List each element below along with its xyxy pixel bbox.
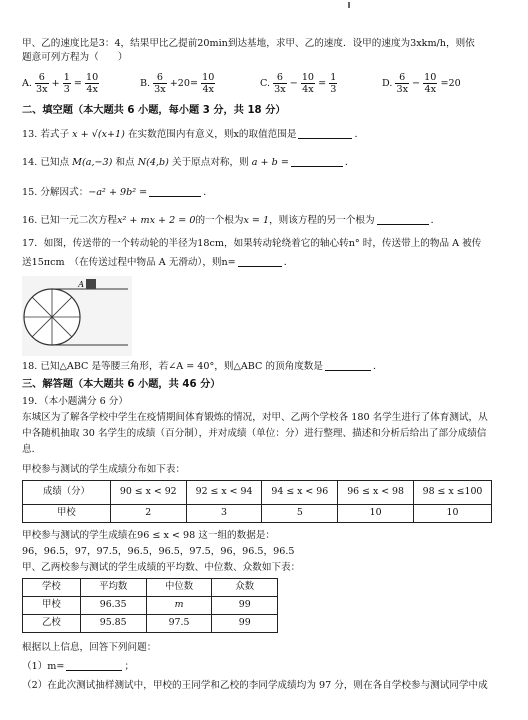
table-cell: 99	[212, 615, 278, 633]
q12-option-b[interactable]: B. $\frac{6}{3x}$ +20= $\frac{10}{4x}$	[140, 72, 215, 95]
table-header-row	[23, 579, 278, 597]
fraction: $\frac{1}{3}$	[63, 72, 70, 95]
item-a-box	[86, 279, 96, 289]
table-cell: 众数	[212, 579, 278, 597]
table-cell: 96.35	[80, 597, 146, 615]
table-cell: 90 ≤ x < 92	[110, 481, 186, 505]
table-cell: 甲校	[23, 505, 111, 523]
fraction: $\frac{6}{3x}$	[154, 72, 166, 95]
answer-blank[interactable]	[66, 660, 122, 671]
q12-option-c[interactable]: C. $\frac{6}{3x}$ − $\frac{10}{4x}$ = $\frac{1}{3}$	[260, 72, 337, 95]
q14: 14. 已知点 M(a,−3) 和点 N(4,b) 关于原点对称，则 a + b = ．	[22, 157, 355, 168]
q18: 18. 已知△ABC 是等腰三角形，若∠A = 40°，则△ABC 的顶角度数是 ．	[22, 361, 383, 372]
q19-sub1: （1）m= ；	[22, 661, 135, 672]
section-2-title: 二、填空题（本大题共 6 小题，每小题 3 分，共 18 分）	[22, 105, 286, 116]
scan-mark	[348, 2, 350, 8]
table1-caption: 甲校参与测试的学生成绩分布如下表：	[22, 464, 186, 475]
table-cell: 94 ≤ x < 96	[262, 481, 338, 505]
table-cell: 甲校	[23, 597, 81, 615]
answer-blank[interactable]	[377, 214, 429, 225]
table-cell: 99	[212, 597, 278, 615]
table-cell: 10	[413, 505, 491, 523]
q17-line1: 17．如图，传送带的一个转动轮的半径为18cm，如果转动轮绕着它的轴心转n° 时，传送带上的物品 A 被传	[22, 238, 482, 249]
fraction: $\frac{1}{3}$	[330, 72, 337, 95]
q12-option-d[interactable]: D. $\frac{6}{3x}$ − $\frac{10}{4x}$ =20	[382, 72, 461, 95]
q17-line2: 送15πcm （在传送过程中物品 A 无滑动），则n= ．	[22, 257, 294, 268]
q15: 15. 分解因式：−a² + 9b² = ．	[22, 187, 213, 198]
q19-intro-line2: 中各随机抽取 30 名学生的成绩（百分制），并对成绩（单位：分）进行整理、描述和分析后给出了部分成绩信	[22, 428, 487, 439]
table2-caption: 甲、乙两校参与测试的学生成绩的平均数、中位数、众数如下表：	[22, 562, 301, 573]
q12-stem-line2: 题意可列方程为（ ）	[22, 52, 128, 63]
table-cell: 5	[262, 505, 338, 523]
table-cell: 3	[186, 505, 262, 523]
section-3-title: 三、解答题（本大题共 6 小题，共 46 分）	[22, 379, 221, 390]
group-data: 96，96.5，97，97.5，96.5，96.5，97.5，96，96.5，96.5	[22, 546, 295, 557]
table-cell: 中位数	[146, 579, 212, 597]
group-caption: 甲校参与测试的学生成绩在96 ≤ x < 98 这一组的数据是：	[22, 530, 276, 541]
q16: 16. 已知一元二次方程x² + mx + 2 = 0的一个根为x = 1，则该方程的另一个根为 ．	[22, 215, 441, 226]
fraction: $\frac{6}{3x}$	[274, 72, 286, 95]
table-cell: 成绩（分）	[23, 481, 111, 505]
table-cell: 乙校	[23, 615, 81, 633]
answer-blank[interactable]	[291, 156, 343, 167]
table-cell: 92 ≤ x < 94	[186, 481, 262, 505]
fraction: $\frac{6}{3x}$	[396, 72, 408, 95]
table-cell: 98 ≤ x ≤100	[413, 481, 491, 505]
statistics-table	[22, 578, 278, 633]
fraction: $\frac{10}{4x}$	[424, 72, 437, 95]
table-row	[23, 505, 492, 523]
q19-sub2: （2）在此次测试抽样测试中，甲校的王同学和乙校的李同学成绩均为 97 分，则在各自学校参与测试同学中成	[22, 680, 488, 691]
answer-blank[interactable]	[298, 128, 352, 139]
answer-blank[interactable]	[325, 360, 371, 371]
q13: 13. 若式子 x + √(x+1) 在实数范围内有意义，则x的取值范围是 ．	[22, 129, 365, 140]
fraction: $\frac{6}{3x}$	[36, 72, 48, 95]
q19-prompt: 根据以上信息，回答下列问题：	[22, 642, 157, 653]
table-cell: 平均数	[80, 579, 146, 597]
table-cell: 10	[338, 505, 414, 523]
q12-stem-line1: 甲、乙的速度比是3：4，结果甲比乙提前20min到达基地，求甲、乙的速度．设甲的速度为3xkm/h，则依	[22, 38, 475, 49]
conveyor-figure	[22, 276, 132, 356]
table-cell: 学校	[23, 579, 81, 597]
table-cell: 95.85	[80, 615, 146, 633]
q19-intro-line3: 息．	[22, 444, 42, 455]
q19-header: 19．（本小题满分 6 分）	[22, 396, 128, 407]
q19-intro-line1: 东城区为了解各学校中学生在疫情期间体育锻炼的情况，对甲、乙两个学校各 180 名学生进行了体育测试，从	[22, 412, 488, 423]
table-cell: 96 ≤ x < 98	[338, 481, 414, 505]
table-row	[23, 597, 278, 615]
fraction: $\frac{10}{4x}$	[301, 72, 315, 95]
table-row	[23, 615, 278, 633]
q12-option-a[interactable]: A. $\frac{6}{3x}$ + $\frac{1}{3}$ = $\frac{10}{4x}$	[22, 72, 99, 95]
fraction: $\frac{10}{4x}$	[202, 72, 215, 95]
table-cell: 2	[110, 505, 186, 523]
table-cell: 97.5	[146, 615, 212, 633]
answer-blank[interactable]	[238, 256, 282, 267]
table-header-row	[23, 481, 492, 505]
item-a-label: A	[78, 280, 84, 289]
table-cell: m	[146, 597, 212, 615]
fraction: $\frac{10}{4x}$	[86, 72, 99, 95]
score-distribution-table	[22, 480, 492, 523]
answer-blank[interactable]	[149, 186, 201, 197]
